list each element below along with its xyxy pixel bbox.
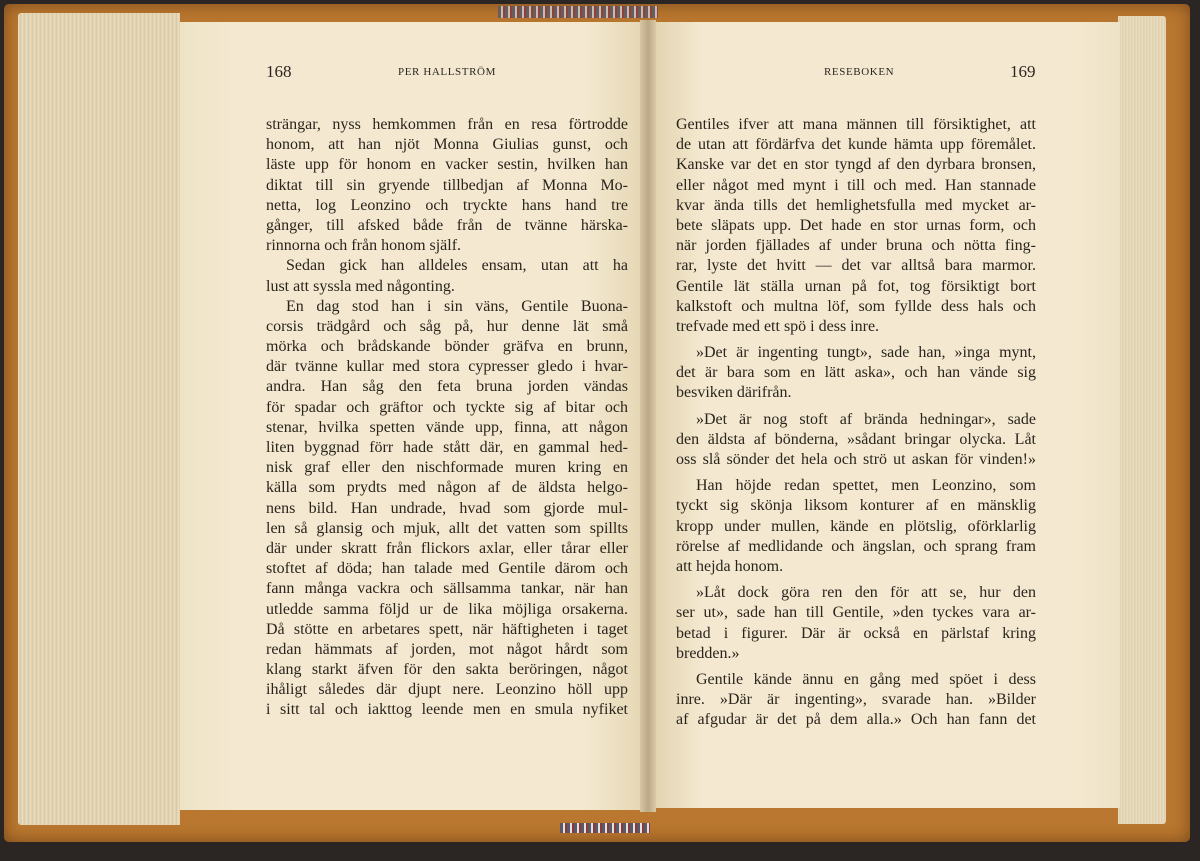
text-line: mörka och brådskande bönder gräfva en brunn, xyxy=(266,338,628,356)
text-line: i sitt tal och iakttog leende men en smula nyfiket xyxy=(266,701,628,719)
text-line: inre. »Där är ingenting», svarade han. »Bilder xyxy=(676,691,1036,709)
page-edges-left xyxy=(18,13,180,825)
text-line: Kanske var det en stor tyngd af den dyrbara bronsen, xyxy=(676,156,1036,174)
text-line: stoftet af döda; han talade med Gentile därom och xyxy=(266,560,628,578)
text-line: ihåligt således där djupt nere. Leonzino höll upp xyxy=(266,681,628,699)
text-line: Gentile kände ännu en gång med spöet i dess xyxy=(696,670,1036,688)
text-line: Gentiles ifver att mana männen till försiktighet, att xyxy=(676,116,1036,133)
text-line: stenar, hvilka spetten vände upp, finna, att någon xyxy=(266,418,628,436)
text-line: det är bara som en lätt aska», och han vände sig xyxy=(676,364,1036,382)
text-line: för spadar och gräftor och tyckte sig af bitar och xyxy=(266,398,628,416)
right-page-text xyxy=(676,115,1036,730)
text-line: gånger, till afsked både från de tvänne härska- xyxy=(266,216,628,234)
text-line: Han höjde redan spettet, men Leonzino, som xyxy=(696,477,1036,495)
text-line: af afgudar är det på dem alla.» Och han fann det xyxy=(676,711,1036,729)
left-page-number: 168 xyxy=(266,62,292,81)
text-line: utledde samma följd ur de lika möjliga orsakerna. xyxy=(266,600,628,618)
text-line: betad i figurer. Där är också en pärlstaf kring xyxy=(676,624,1036,642)
text-line: corsis trädgård och såg på, hur denne lät små xyxy=(266,317,628,335)
text-line: läste upp för honom en vacker sestin, hvilken han xyxy=(266,156,628,174)
text-line: där under skratt från flickors axlar, eller tårar eller xyxy=(266,539,628,557)
text-line: när jorden fjällades af under bruna och nötta fing- xyxy=(676,237,1036,255)
text-line: Då stötte en arbetares spett, när häftigheten i taget xyxy=(266,620,628,638)
text-line: »Det är ingenting tungt», sade han, »inga mynt, xyxy=(696,344,1036,362)
text-line: andra. Han såg den feta bruna jorden vändas xyxy=(266,378,628,396)
text-line: diktat till sin gryende tillbedjan af Monna Mo- xyxy=(266,176,628,194)
right-running-head: RESEBOKEN xyxy=(824,66,895,78)
text-line: rinnorna och från honom själf. xyxy=(266,237,462,255)
left-running-head: PER HALLSTRÖM xyxy=(398,66,496,78)
text-line: bete släpats upp. Det hade en stor urnas form, och xyxy=(676,216,1036,234)
text-line: liten byggnad förr hade stått där, en gammal hed- xyxy=(266,439,628,456)
text-line: Gentile lät ställa urnan på fot, tog försiktigt bort xyxy=(676,277,1036,295)
text-line: källa som prydts med någon af de äldsta helgo- xyxy=(266,479,628,497)
text-line: lust att syssla med någonting. xyxy=(266,277,455,295)
text-line: besviken därifrån. xyxy=(676,384,792,402)
text-line: redan hämmats af jorden, mot något hårdt som xyxy=(266,640,628,658)
page-edges-right xyxy=(1118,16,1166,824)
spine-tailband xyxy=(560,823,650,833)
text-line: tyckt sig skönja liksom konturer af en mänsklig xyxy=(676,497,1036,515)
text-line: rörelse af medlidande och ängslan, och sprang fram xyxy=(676,537,1036,555)
text-line: de utan att fördärfva det kunde hämta upp föremålet. xyxy=(676,136,1036,154)
left-page-text xyxy=(266,115,628,721)
text-line: kropp under mullen, kände en plötslig, oförklarlig xyxy=(676,517,1036,535)
text-line: fann många vackra och sällsamma tankar, när han xyxy=(266,580,628,598)
text-line: oss slå sönder det hela och strö ut askan för vinden!» xyxy=(676,451,1036,468)
text-line: den äldsta af bönderna, »sådant bringar olycka. Låt xyxy=(676,430,1036,448)
text-line: rar, lyste det hvitt — det var alltså bara marmor. xyxy=(676,257,1036,275)
text-line: klang starkt äfven för den sakta beröringen, något xyxy=(266,661,628,679)
text-line: honom, att han njöt Monna Giulias gunst, och xyxy=(266,136,628,154)
text-line: där tvänne kullar med stora cypresser gledo i hvar- xyxy=(266,358,628,376)
text-line: »Det är nog stoft af brända hedningar», sade xyxy=(696,410,1036,428)
text-line: Sedan gick han alldeles ensam, utan att ha xyxy=(286,257,628,275)
spine-headband xyxy=(498,6,658,18)
text-line: att hejda honom. xyxy=(676,557,784,575)
text-line: strängar, nyss hemkommen från en resa förtrodde xyxy=(266,116,628,133)
text-line: nisk graf eller den nischformade muren kring en xyxy=(266,459,628,477)
text-line: En dag stod han i sin väns, Gentile Buona- xyxy=(286,297,628,315)
text-line: ser ut», sade han till Gentile, »den tyckes vara ar- xyxy=(676,604,1036,622)
text-line: len så glansig och mjuk, allt det vatten som spillts xyxy=(266,519,628,537)
text-line: eller något med mynt i till och med. Han stannade xyxy=(676,176,1036,194)
right-page-number: 169 xyxy=(1010,62,1036,81)
text-line: trefvade med ett spö i dess inre. xyxy=(676,317,880,335)
text-line: netta, log Leonzino och tryckte hans hand tre xyxy=(266,196,628,214)
text-line: bredden.» xyxy=(676,644,740,662)
text-line: »Låt dock göra ren den för att se, hur den xyxy=(696,584,1036,602)
text-line: nens bild. Han undrade, hvad som gjorde mul- xyxy=(266,499,628,517)
gutter xyxy=(640,20,656,812)
text-line: kalkstoft och multna löf, som fyllde dess hals och xyxy=(676,297,1036,315)
text-line: kvar ända tills det hemlighetsfulla med mycket ar- xyxy=(676,196,1036,214)
